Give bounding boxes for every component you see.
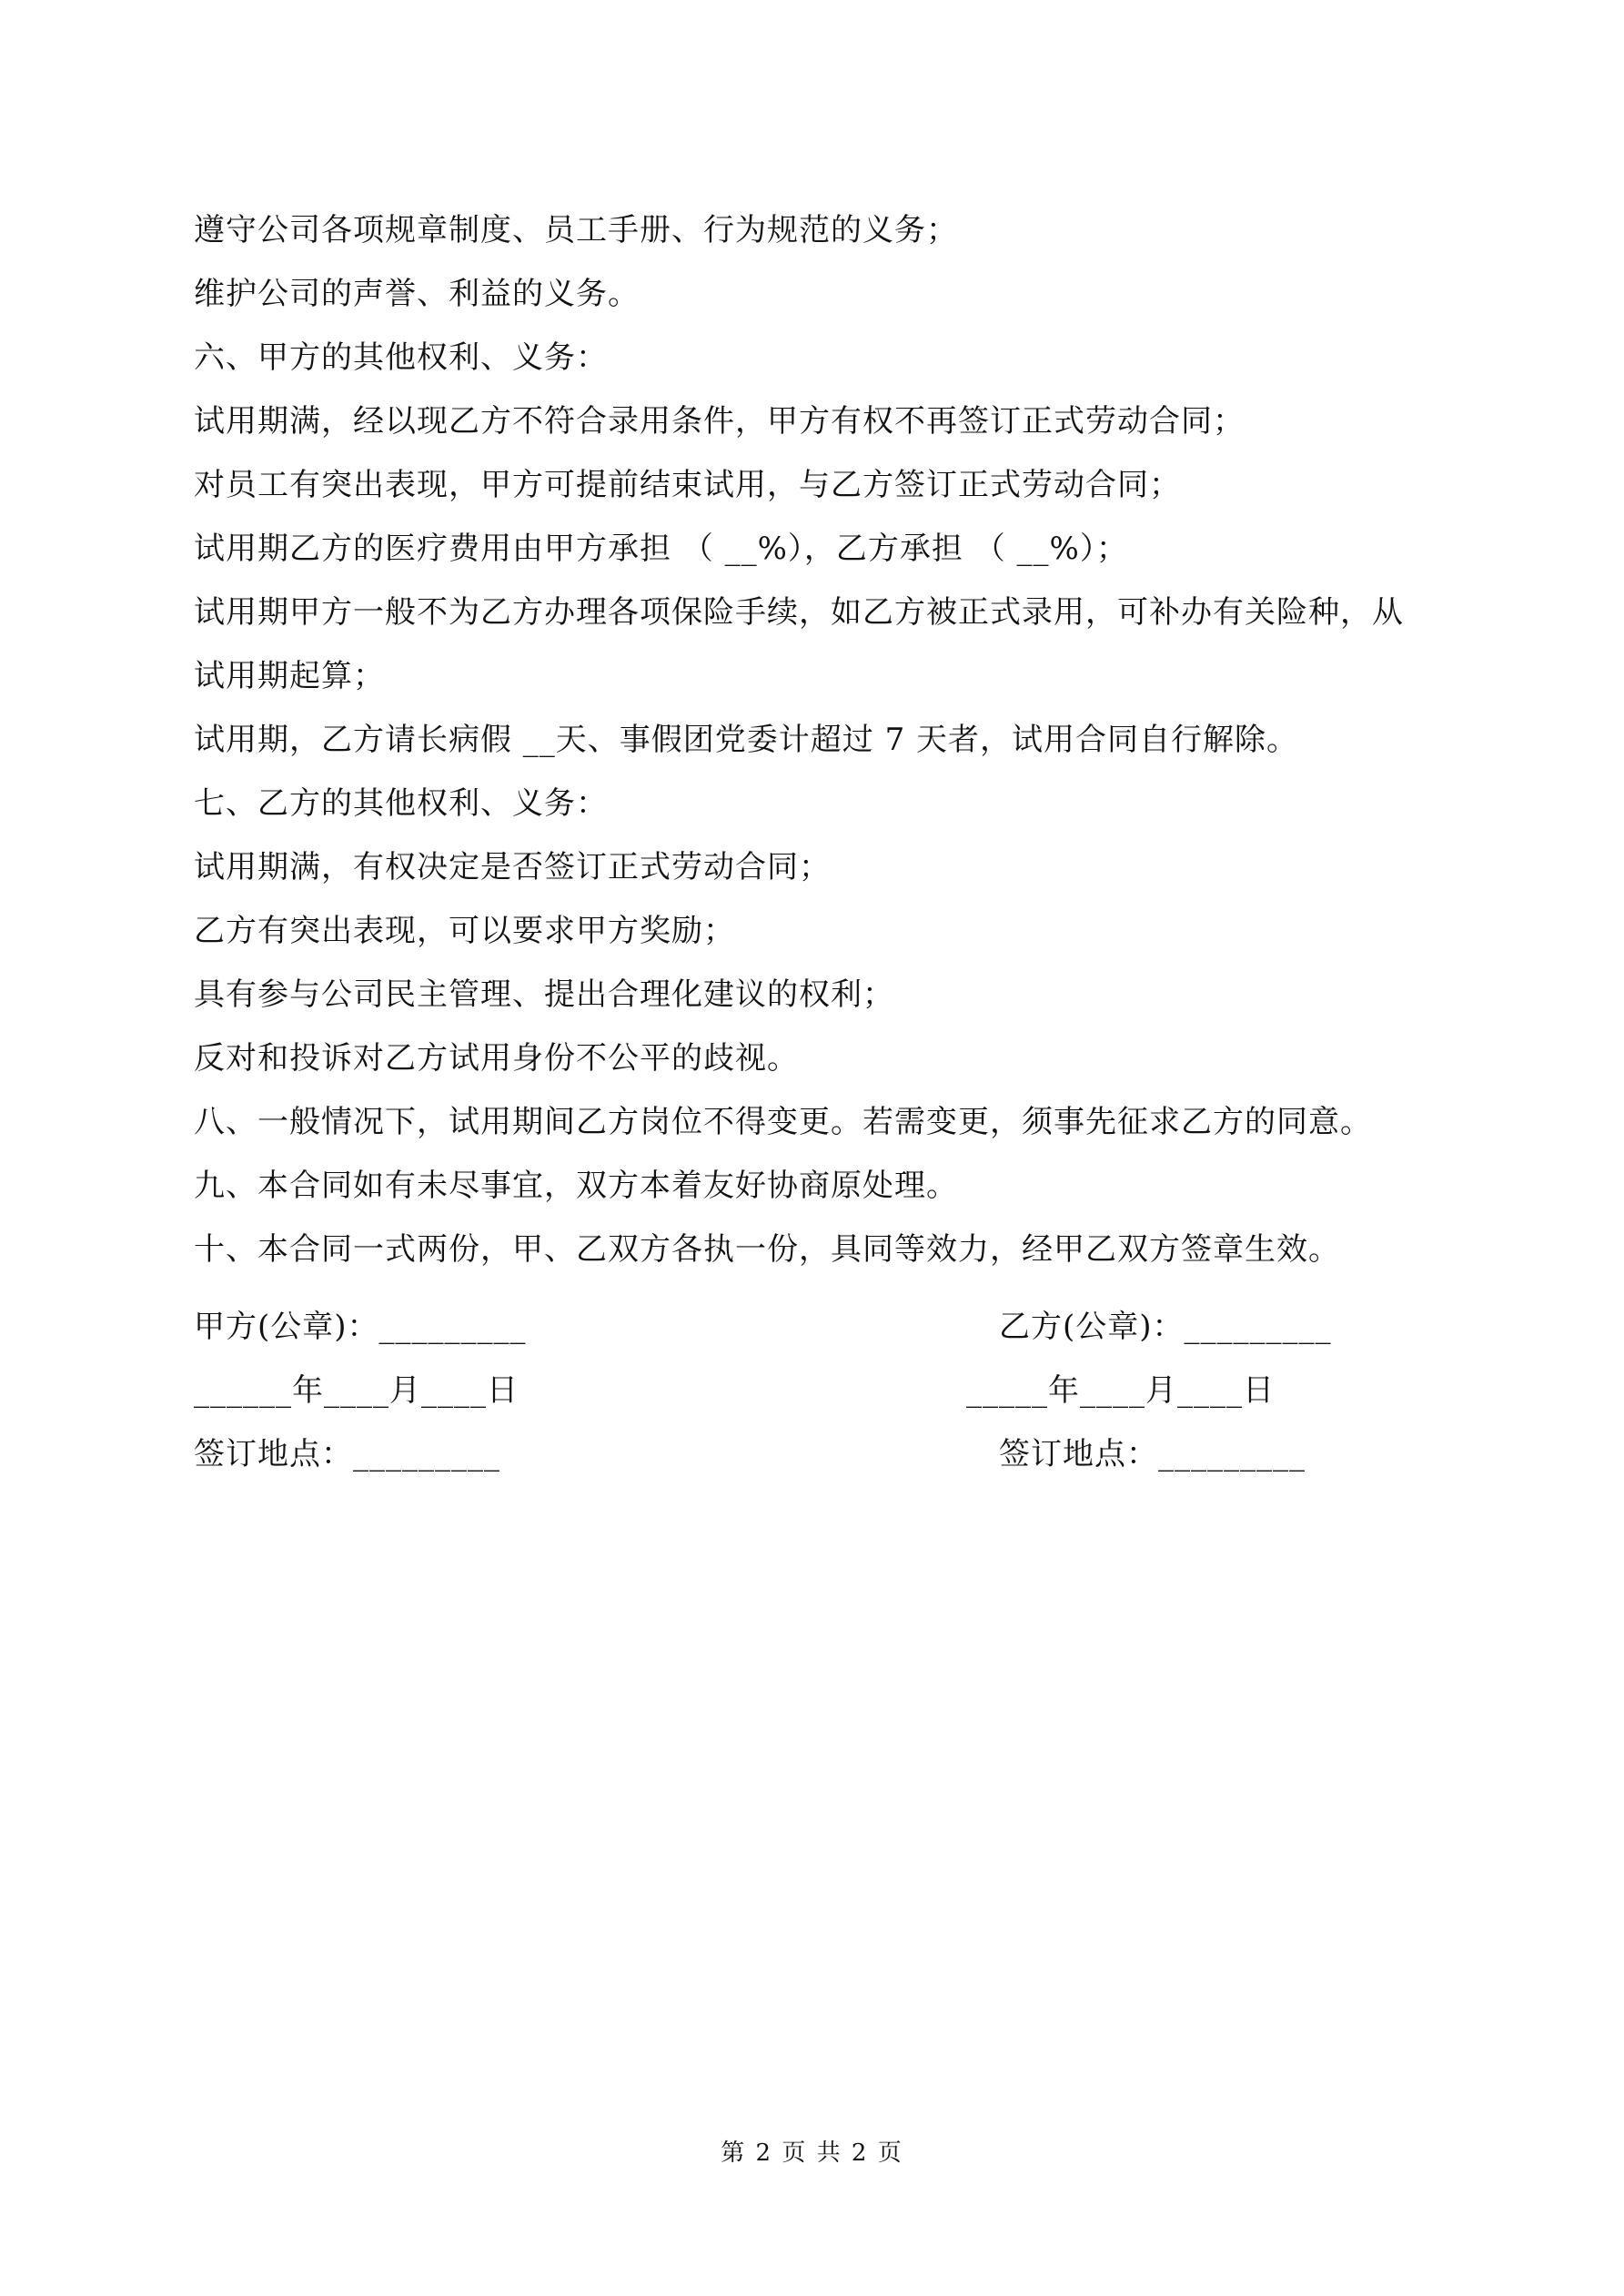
party-b-date-field: _____年____月____日 [966,1372,1275,1409]
page-footer: 第 2 页 共 2 页 [721,2139,903,2167]
party-a-place-field: 签订地点：_________ [194,1436,500,1472]
section-heading: 八、一般情况下，试用期间乙方岗位不得变更。若需变更，须事先征求乙方的同意。 [194,1104,1372,1140]
clause-line: 具有参与公司民主管理、提出合理化建议的权利； [194,976,894,1013]
clause-line: 试用期满，经以现乙方不符合录用条件，甲方有权不再签订正式劳动合同； [194,403,1245,440]
section-heading: 九、本合同如有未尽事宜，双方本着友好协商原处理。 [194,1168,958,1204]
clause-line: 试用期甲方一般不为乙方办理各项保险手续，如乙方被正式录用，可补办有关险种，从 [194,594,1404,631]
party-b-seal-field: 乙方(公章)：_________ [999,1309,1332,1345]
party-a-seal-field: 甲方(公章)：_________ [194,1309,527,1345]
party-a-date-field: ______年____月____日 [194,1372,519,1409]
clause-line: 遵守公司各项规章制度、员工手册、行为规范的义务； [194,212,958,248]
section-heading: 七、乙方的其他权利、义务： [194,785,608,822]
section-heading: 十、本合同一式两份，甲、乙双方各执一份，具同等效力，经甲乙双方签章生效。 [194,1231,1340,1268]
party-a-signature-block [194,1295,831,1486]
section-heading: 六、甲方的其他权利、义务： [194,339,608,376]
clause-line: 试用期乙方的医疗费用由甲方承担 （ __%），乙方承担 （ __%）； [194,531,1128,567]
clause-line: 乙方有突出表现，可以要求甲方奖励； [194,913,735,949]
clause-line: 反对和投诉对乙方试用身份不公平的歧视。 [194,1040,799,1077]
clause-line: 试用期满，有权决定是否签订正式劳动合同； [194,849,831,885]
clause-line: 对员工有突出表现，甲方可提前结束试用，与乙方签订正式劳动合同； [194,467,1181,503]
clause-line: 维护公司的声誉、利益的义务。 [194,276,640,312]
party-b-signature-block [966,1295,1624,1486]
contract-body [194,198,1449,1281]
party-b-place-field: 签订地点：_________ [999,1436,1306,1472]
clause-line: 试用期，乙方请长病假 __天、事假团党委计超过 7 天者，试用合同自行解除。 [194,722,1299,758]
clause-line: 试用期起算； [194,658,385,694]
